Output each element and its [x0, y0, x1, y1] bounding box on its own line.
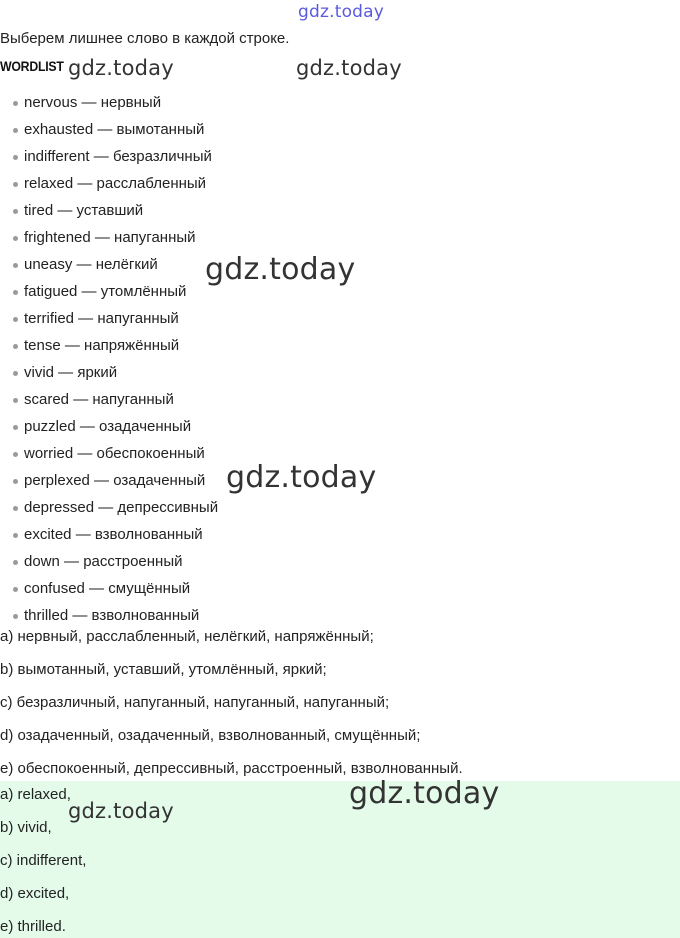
- word-pair: vivid — яркий: [24, 364, 118, 381]
- list-item: [0, 146, 218, 173]
- watermark: gdz.today: [349, 776, 500, 811]
- list-item: [0, 578, 218, 605]
- word-pair: down — расстроенный: [24, 553, 183, 570]
- bullet-icon: [13, 317, 18, 322]
- task-line: e) обеспокоенный, депрессивный, расстроенный, взволнованный.: [0, 760, 463, 777]
- task-line: d) озадаченный, озадаченный, взволнованный, смущённый;: [0, 727, 421, 744]
- bullet-icon: [13, 479, 18, 484]
- answer-line: e) thrilled.: [0, 918, 66, 935]
- word-pair: indifferent — безразличный: [24, 148, 212, 165]
- word-pair: tired — уставший: [24, 202, 144, 219]
- answer-line: a) relaxed,: [0, 786, 71, 803]
- bullet-icon: [13, 155, 18, 160]
- word-pair: worried — обеспокоенный: [24, 445, 205, 462]
- watermark: gdz.today: [68, 56, 174, 80]
- bullet-icon: [13, 263, 18, 268]
- watermark: gdz.today: [226, 460, 377, 495]
- word-pair: confused — смущённый: [24, 580, 191, 597]
- word-pair: terrified — напуганный: [24, 310, 179, 327]
- list-item: [0, 497, 218, 524]
- word-pair: puzzled — озадаченный: [24, 418, 192, 435]
- answer-line: b) vivid,: [0, 819, 52, 836]
- list-item: [0, 308, 218, 335]
- list-item: [0, 443, 218, 470]
- list-item: [0, 416, 218, 443]
- watermark: gdz.today: [205, 252, 356, 287]
- bullet-icon: [13, 371, 18, 376]
- word-pair: exhausted — вымотанный: [24, 121, 205, 138]
- bullet-icon: [13, 344, 18, 349]
- watermark: gdz.today: [298, 2, 385, 22]
- word-pair: scared — напуганный: [24, 391, 174, 408]
- word-pair: fatigued — утомлённый: [24, 283, 187, 300]
- list-item: [0, 551, 218, 578]
- list-item: [0, 389, 218, 416]
- bullet-icon: [13, 209, 18, 214]
- answer-line: d) excited,: [0, 885, 70, 902]
- task-line: a) нервный, расслабленный, нелёгкий, напряжённый;: [0, 628, 374, 645]
- task-line: c) безразличный, напуганный, напуганный, напуганный;: [0, 694, 390, 711]
- word-pair: relaxed — расслабленный: [24, 175, 207, 192]
- wordlist-heading: WORDLIST: [0, 58, 64, 74]
- bullet-icon: [13, 101, 18, 106]
- answer-line: c) indifferent,: [0, 852, 87, 869]
- bullet-icon: [13, 452, 18, 457]
- list-item: [0, 470, 218, 497]
- list-item: [0, 227, 218, 254]
- bullet-icon: [13, 614, 18, 619]
- bullet-icon: [13, 398, 18, 403]
- task-line: b) вымотанный, уставший, утомлённый, яркий;: [0, 661, 327, 678]
- word-pair: perplexed — озадаченный: [24, 472, 206, 489]
- list-item: [0, 524, 218, 551]
- bullet-icon: [13, 128, 18, 133]
- watermark: gdz.today: [68, 799, 174, 823]
- list-item: [0, 119, 218, 146]
- bullet-icon: [13, 236, 18, 241]
- word-pair: thrilled — взволнованный: [24, 607, 200, 624]
- list-item: [0, 254, 218, 281]
- bullet-icon: [13, 506, 18, 511]
- word-list: [0, 92, 218, 632]
- task-list: [0, 626, 463, 791]
- watermark: gdz.today: [296, 56, 402, 80]
- bullet-icon: [13, 182, 18, 187]
- bullet-icon: [13, 560, 18, 565]
- word-pair: uneasy — нелёгкий: [24, 256, 158, 273]
- list-item: [0, 92, 218, 119]
- word-pair: frightened — напуганный: [24, 229, 196, 246]
- bullet-icon: [13, 290, 18, 295]
- list-item: [0, 362, 218, 389]
- list-item: [0, 335, 218, 362]
- word-pair: depressed — депрессивный: [24, 499, 219, 516]
- bullet-icon: [13, 533, 18, 538]
- word-pair: tense — напряжённый: [24, 337, 180, 354]
- list-item: [0, 200, 218, 227]
- list-item: [0, 173, 218, 200]
- bullet-icon: [13, 587, 18, 592]
- bullet-icon: [13, 425, 18, 430]
- word-pair: excited — взволнованный: [24, 526, 203, 543]
- list-item: [0, 281, 218, 308]
- word-pair: nervous — нервный: [24, 94, 162, 111]
- intro-text: Выберем лишнее слово в каждой строке.: [0, 30, 290, 47]
